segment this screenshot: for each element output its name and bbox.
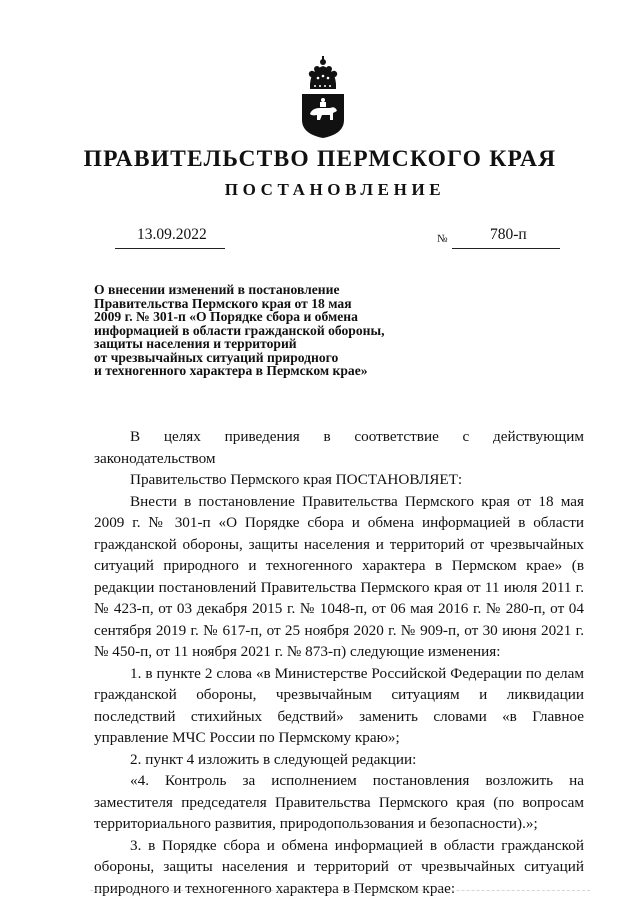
paragraph-item-1: 1. в пункте 2 слова «в Министерстве Российской Федерации по делам гражданской обороны, чрезвычайным ситуациям и ликвидации последствий стихийных бедствий» заменить словами «в Главное управление МЧС России по Пермскому краю»;	[94, 664, 584, 746]
subject-line: информацией в области гражданской обороны,	[94, 322, 385, 338]
paragraph-item-3: 3. в Порядке сбора и обмена информацией в области гражданской обороны, защиты населения и территорий от чрезвычайных ситуаций природного и техногенного характера в Пермском крае:	[94, 836, 584, 897]
paragraph-preamble-end: законодательством	[94, 449, 216, 467]
coat-of-arms-icon	[298, 56, 348, 138]
paragraph-resolves: Правительство Пермского края ПОСТАНОВЛЯЕТ:	[130, 471, 463, 488]
subject-line: и техногенного характера в Пермском крае»	[94, 363, 368, 378]
paragraph-item-2: 2. пункт 4 изложить в следующей редакции:	[130, 750, 417, 768]
number-sign: №	[437, 233, 448, 245]
number-field	[452, 226, 560, 249]
subject-line: защиты населения и территорий	[94, 336, 297, 351]
document-subject	[94, 283, 424, 378]
date-field	[115, 226, 225, 249]
document-number: 780-п	[490, 226, 527, 243]
document-date: 13.09.2022	[137, 226, 207, 243]
document-body	[94, 426, 584, 899]
subject-line: 2009 г. № 301-п «О Порядке сбора и обмена	[94, 309, 358, 324]
paragraph-preamble: В целях приведения в соответствие с действующим	[130, 428, 584, 445]
subject-line: Правительства Пермского края от 18 мая	[94, 295, 352, 311]
government-title: ПРАВИТЕЛЬСТВО ПЕРМСКОГО КРАЯ	[83, 146, 557, 172]
paragraph-amendments: Внести в постановление Правительства Пермского края от 18 мая 2009 г. № 301-п «О Порядке сбора и обмена информацией в области гражданской обороны, защиты населения и территорий от чрезвычайных ситуаций природного и техногенного характера в Пермском крае» (в редакции постановлений Правительства Пермского края от 11 июля 2011 г. № 423-п, от 03 декабря 2015 г. № 1048-п, от 06 мая 2016 г. № 280-п, от 04 сентября 2019 г. № 617-п, от 25 ноября 2020 г. № 909-п, от 30 июня 2021 г. № 450-п, от 11 ноября 2021 г. № 873-п) следующие изменения:	[94, 492, 584, 660]
subject-line: О внесении изменений в постановление	[94, 282, 340, 297]
subject-line: от чрезвычайных ситуаций природного	[94, 349, 339, 365]
document-type: ПОСТАНОВЛЕНИЕ	[224, 180, 446, 199]
scan-edge-divider	[90, 890, 590, 893]
paragraph-item-2-text: «4. Контроль за исполнением постановления возложить на заместителя председателя Правительства Пермского края (по вопросам территориального развития, природопользования и безопасности).»;	[94, 772, 584, 832]
